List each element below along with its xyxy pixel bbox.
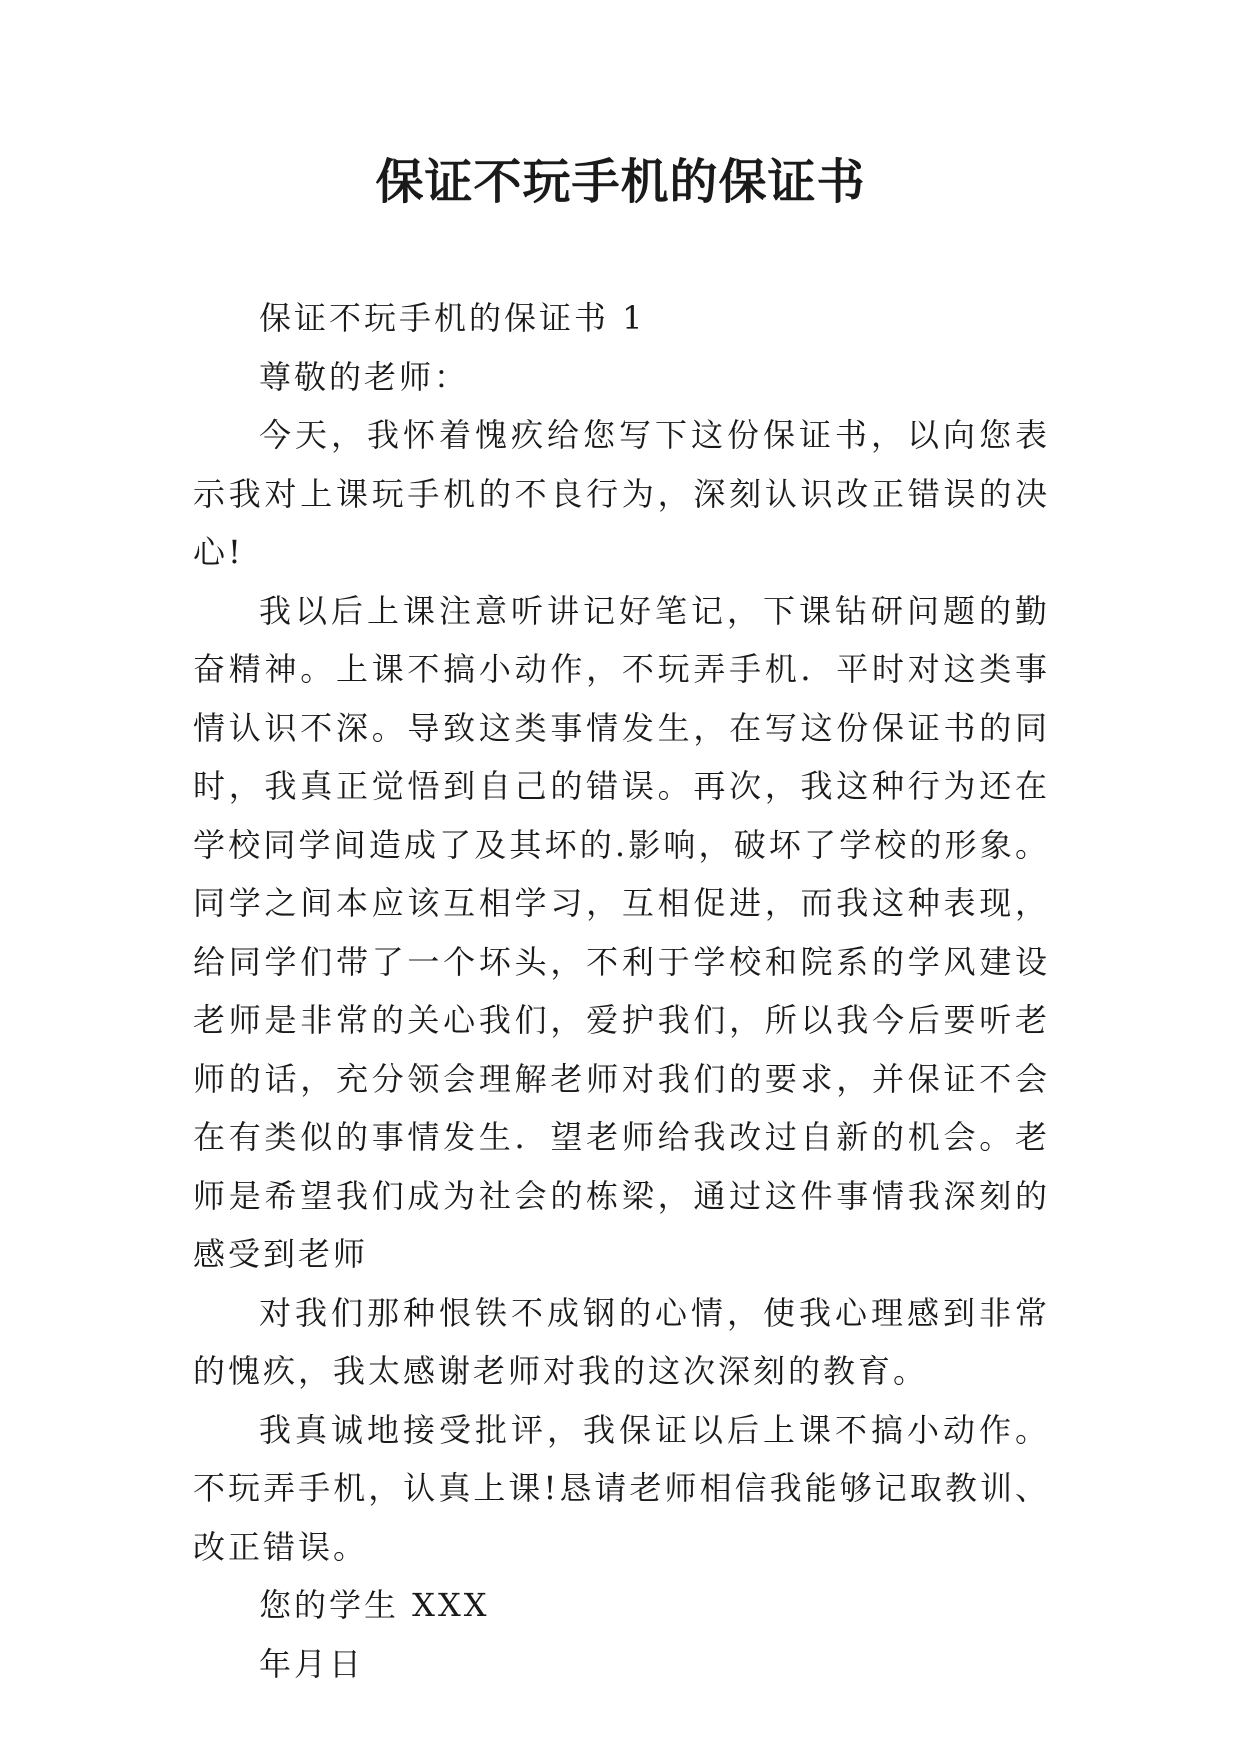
- paragraph-salutation: 尊敬的老师：: [259, 357, 470, 396]
- date-line: 年月日: [259, 1644, 365, 1683]
- document-title: 保证不玩手机的保证书: [375, 154, 866, 210]
- paragraph: 我以后上课注意听讲记好笔记，下课钻研问题的勤奋精神。上课不搞小动作，不玩弄手机．平时对这类事情认识不深。导致这类事情发生，在写这份保证书的同时，我真正觉悟到自己的错误。再次，我这种行为还在学校同学间造成了及其坏的.影响，破坏了学校的形象。同学之间本应该互相学习，互相促进，而我这种表现，给同学们带了一个坏头，不利于学校和院系的学风建设老师是非常的关心我们，爱护我们，所以我今后要听老师的话，充分领会理解老师对我们的要求，并保证不会在有类似的事情发生．望老师给我改过自新的机会。老师是希望我们成为社会的栋梁，通过这件事情我深刻的感受到老师: [193, 591, 1050, 1273]
- paragraph: 我真诚地接受批评，我保证以后上课不搞小动作。不玩弄手机，认真上课!恳请老师相信我能够记取教训、改正错误。: [193, 1410, 1050, 1566]
- signature: 您的学生 XXX: [259, 1586, 490, 1624]
- document-body: [193, 289, 1050, 1693]
- paragraph-heading: 保证不玩手机的保证书 1: [259, 299, 646, 337]
- paragraph: 对我们那种恨铁不成钢的心情，使我心理感到非常的愧疚，我太感谢老师对我的这次深刻的教育。: [193, 1293, 1050, 1390]
- paragraph: 今天，我怀着愧疚给您写下这份保证书，以向您表示我对上课玩手机的不良行为，深刻认识改正错误的决心!: [193, 416, 1050, 571]
